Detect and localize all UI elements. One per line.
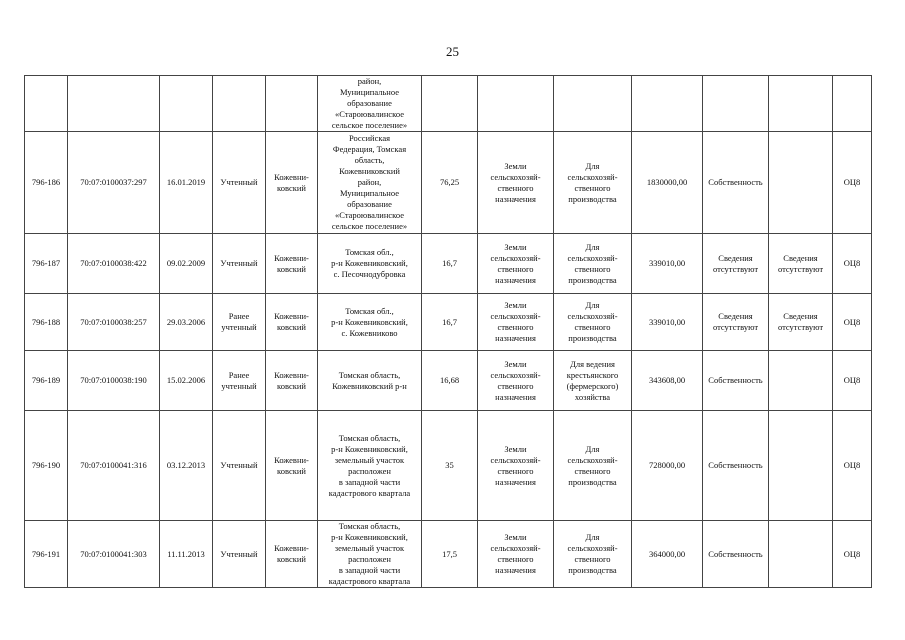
table-row	[25, 76, 872, 132]
cell-date: 09.02.2009	[160, 234, 213, 294]
cell-cadastral-number: 70:07:0100038:257	[68, 294, 160, 351]
cell-area: 16,7	[422, 234, 478, 294]
cell-cadastral-number: 70:07:0100037:297	[68, 132, 160, 234]
cell-right-type: Собственность	[703, 521, 769, 588]
cell-cadastral-number: 70:07:0100041:303	[68, 521, 160, 588]
cell-date: 11.11.2013	[160, 521, 213, 588]
table-row	[25, 132, 872, 234]
cell-cadastral-value: 339010,00	[632, 294, 703, 351]
land-registry-table	[24, 75, 872, 588]
cell-number: 796-188	[25, 294, 68, 351]
cell-right-type: Сведения отсутствуют	[703, 294, 769, 351]
cell-land-category	[478, 76, 554, 132]
cell-area: 16,68	[422, 351, 478, 411]
cell-code: ОЦ8	[833, 294, 872, 351]
cell-cadastral-value	[632, 76, 703, 132]
cell-cadastral-value: 364000,00	[632, 521, 703, 588]
cell-code: ОЦ8	[833, 234, 872, 294]
cell-extra-info	[769, 521, 833, 588]
cell-date	[160, 76, 213, 132]
cell-area: 17,5	[422, 521, 478, 588]
cell-status: Учтенный	[213, 411, 266, 521]
cell-status: Ранее учтенный	[213, 351, 266, 411]
cell-permitted-use: Для сельскохозяй- ственного производства	[554, 132, 632, 234]
cell-cadastral-value: 343608,00	[632, 351, 703, 411]
cell-district: Кожевни- ковский	[266, 234, 318, 294]
cell-extra-info	[769, 76, 833, 132]
cell-district: Кожевни- ковский	[266, 521, 318, 588]
cell-address: район, Муниципальное образование «Староювалинское сельское поселение»	[318, 76, 422, 132]
cell-extra-info: Сведения отсутствуют	[769, 234, 833, 294]
cell-land-category: Земли сельскохозяй- ственного назначения	[478, 411, 554, 521]
cell-address: Томская область, Кожевниковский р-н	[318, 351, 422, 411]
cell-cadastral-number: 70:07:0100038:190	[68, 351, 160, 411]
cell-land-category: Земли сельскохозяй- ственного назначения	[478, 234, 554, 294]
cell-right-type: Собственность	[703, 351, 769, 411]
cell-right-type: Сведения отсутствуют	[703, 234, 769, 294]
cell-code: ОЦ8	[833, 132, 872, 234]
cell-number: 796-187	[25, 234, 68, 294]
cell-permitted-use: Для сельскохозяй- ственного производства	[554, 294, 632, 351]
cell-status: Учтенный	[213, 521, 266, 588]
cell-right-type: Собственность	[703, 132, 769, 234]
cell-code: ОЦ8	[833, 351, 872, 411]
cell-land-category: Земли сельскохозяй- ственного назначения	[478, 521, 554, 588]
cell-address: Томская обл., р-н Кожевниковский, с. Песочнодубровка	[318, 234, 422, 294]
cell-permitted-use: Для сельскохозяй- ственного производства	[554, 521, 632, 588]
cell-area: 35	[422, 411, 478, 521]
cell-permitted-use: Для сельскохозяй- ственного производства	[554, 411, 632, 521]
cell-date: 03.12.2013	[160, 411, 213, 521]
cell-land-category: Земли сельскохозяй- ственного назначения	[478, 294, 554, 351]
cell-cadastral-number: 70:07:0100038:422	[68, 234, 160, 294]
cell-permitted-use	[554, 76, 632, 132]
cell-cadastral-value: 728000,00	[632, 411, 703, 521]
cell-cadastral-value: 1830000,00	[632, 132, 703, 234]
table-row	[25, 351, 872, 411]
cell-code	[833, 76, 872, 132]
cell-address: Российская Федерация, Томская область, Кожевниковский район, Муниципальное образование «Староювалинское сельское поселение»	[318, 132, 422, 234]
cell-district	[266, 76, 318, 132]
cell-number: 796-191	[25, 521, 68, 588]
cell-number: 796-190	[25, 411, 68, 521]
cell-cadastral-number: 70:07:0100041:316	[68, 411, 160, 521]
page-number: 25	[446, 44, 459, 59]
cell-area	[422, 76, 478, 132]
cell-code: ОЦ8	[833, 521, 872, 588]
cell-cadastral-number	[68, 76, 160, 132]
cell-status: Учтенный	[213, 234, 266, 294]
cell-date: 16.01.2019	[160, 132, 213, 234]
cell-status	[213, 76, 266, 132]
cell-right-type	[703, 76, 769, 132]
cell-extra-info	[769, 132, 833, 234]
table-row	[25, 294, 872, 351]
cell-permitted-use: Для ведения крестьянского (фермерского) хозяйства	[554, 351, 632, 411]
cell-cadastral-value: 339010,00	[632, 234, 703, 294]
cell-district: Кожевни- ковский	[266, 351, 318, 411]
cell-permitted-use: Для сельскохозяй- ственного производства	[554, 234, 632, 294]
cell-district: Кожевни- ковский	[266, 132, 318, 234]
cell-number: 796-186	[25, 132, 68, 234]
cell-date: 15.02.2006	[160, 351, 213, 411]
cell-land-category: Земли сельскохозяй- ственного назначения	[478, 132, 554, 234]
cell-status: Ранее учтенный	[213, 294, 266, 351]
cell-number	[25, 76, 68, 132]
cell-status: Учтенный	[213, 132, 266, 234]
table-row	[25, 521, 872, 588]
cell-district: Кожевни- ковский	[266, 411, 318, 521]
cell-address: Томская область, р-н Кожевниковский, земельный участок расположен в западной части кадастрового квартала	[318, 521, 422, 588]
table-row	[25, 234, 872, 294]
table-row	[25, 411, 872, 521]
cell-date: 29.03.2006	[160, 294, 213, 351]
cell-address: Томская обл., р-н Кожевниковский, с. Кожевниково	[318, 294, 422, 351]
cell-area: 16,7	[422, 294, 478, 351]
cell-number: 796-189	[25, 351, 68, 411]
cell-land-category: Земли сельскохозяй- ственного назначения	[478, 351, 554, 411]
cell-extra-info: Сведения отсутствуют	[769, 294, 833, 351]
cell-right-type: Собственность	[703, 411, 769, 521]
cell-extra-info	[769, 411, 833, 521]
cell-code: ОЦ8	[833, 411, 872, 521]
cell-address: Томская область, р-н Кожевниковский, земельный участок расположен в западной части кадастрового квартала	[318, 411, 422, 521]
cell-district: Кожевни- ковский	[266, 294, 318, 351]
cell-area: 76,25	[422, 132, 478, 234]
cell-extra-info	[769, 351, 833, 411]
